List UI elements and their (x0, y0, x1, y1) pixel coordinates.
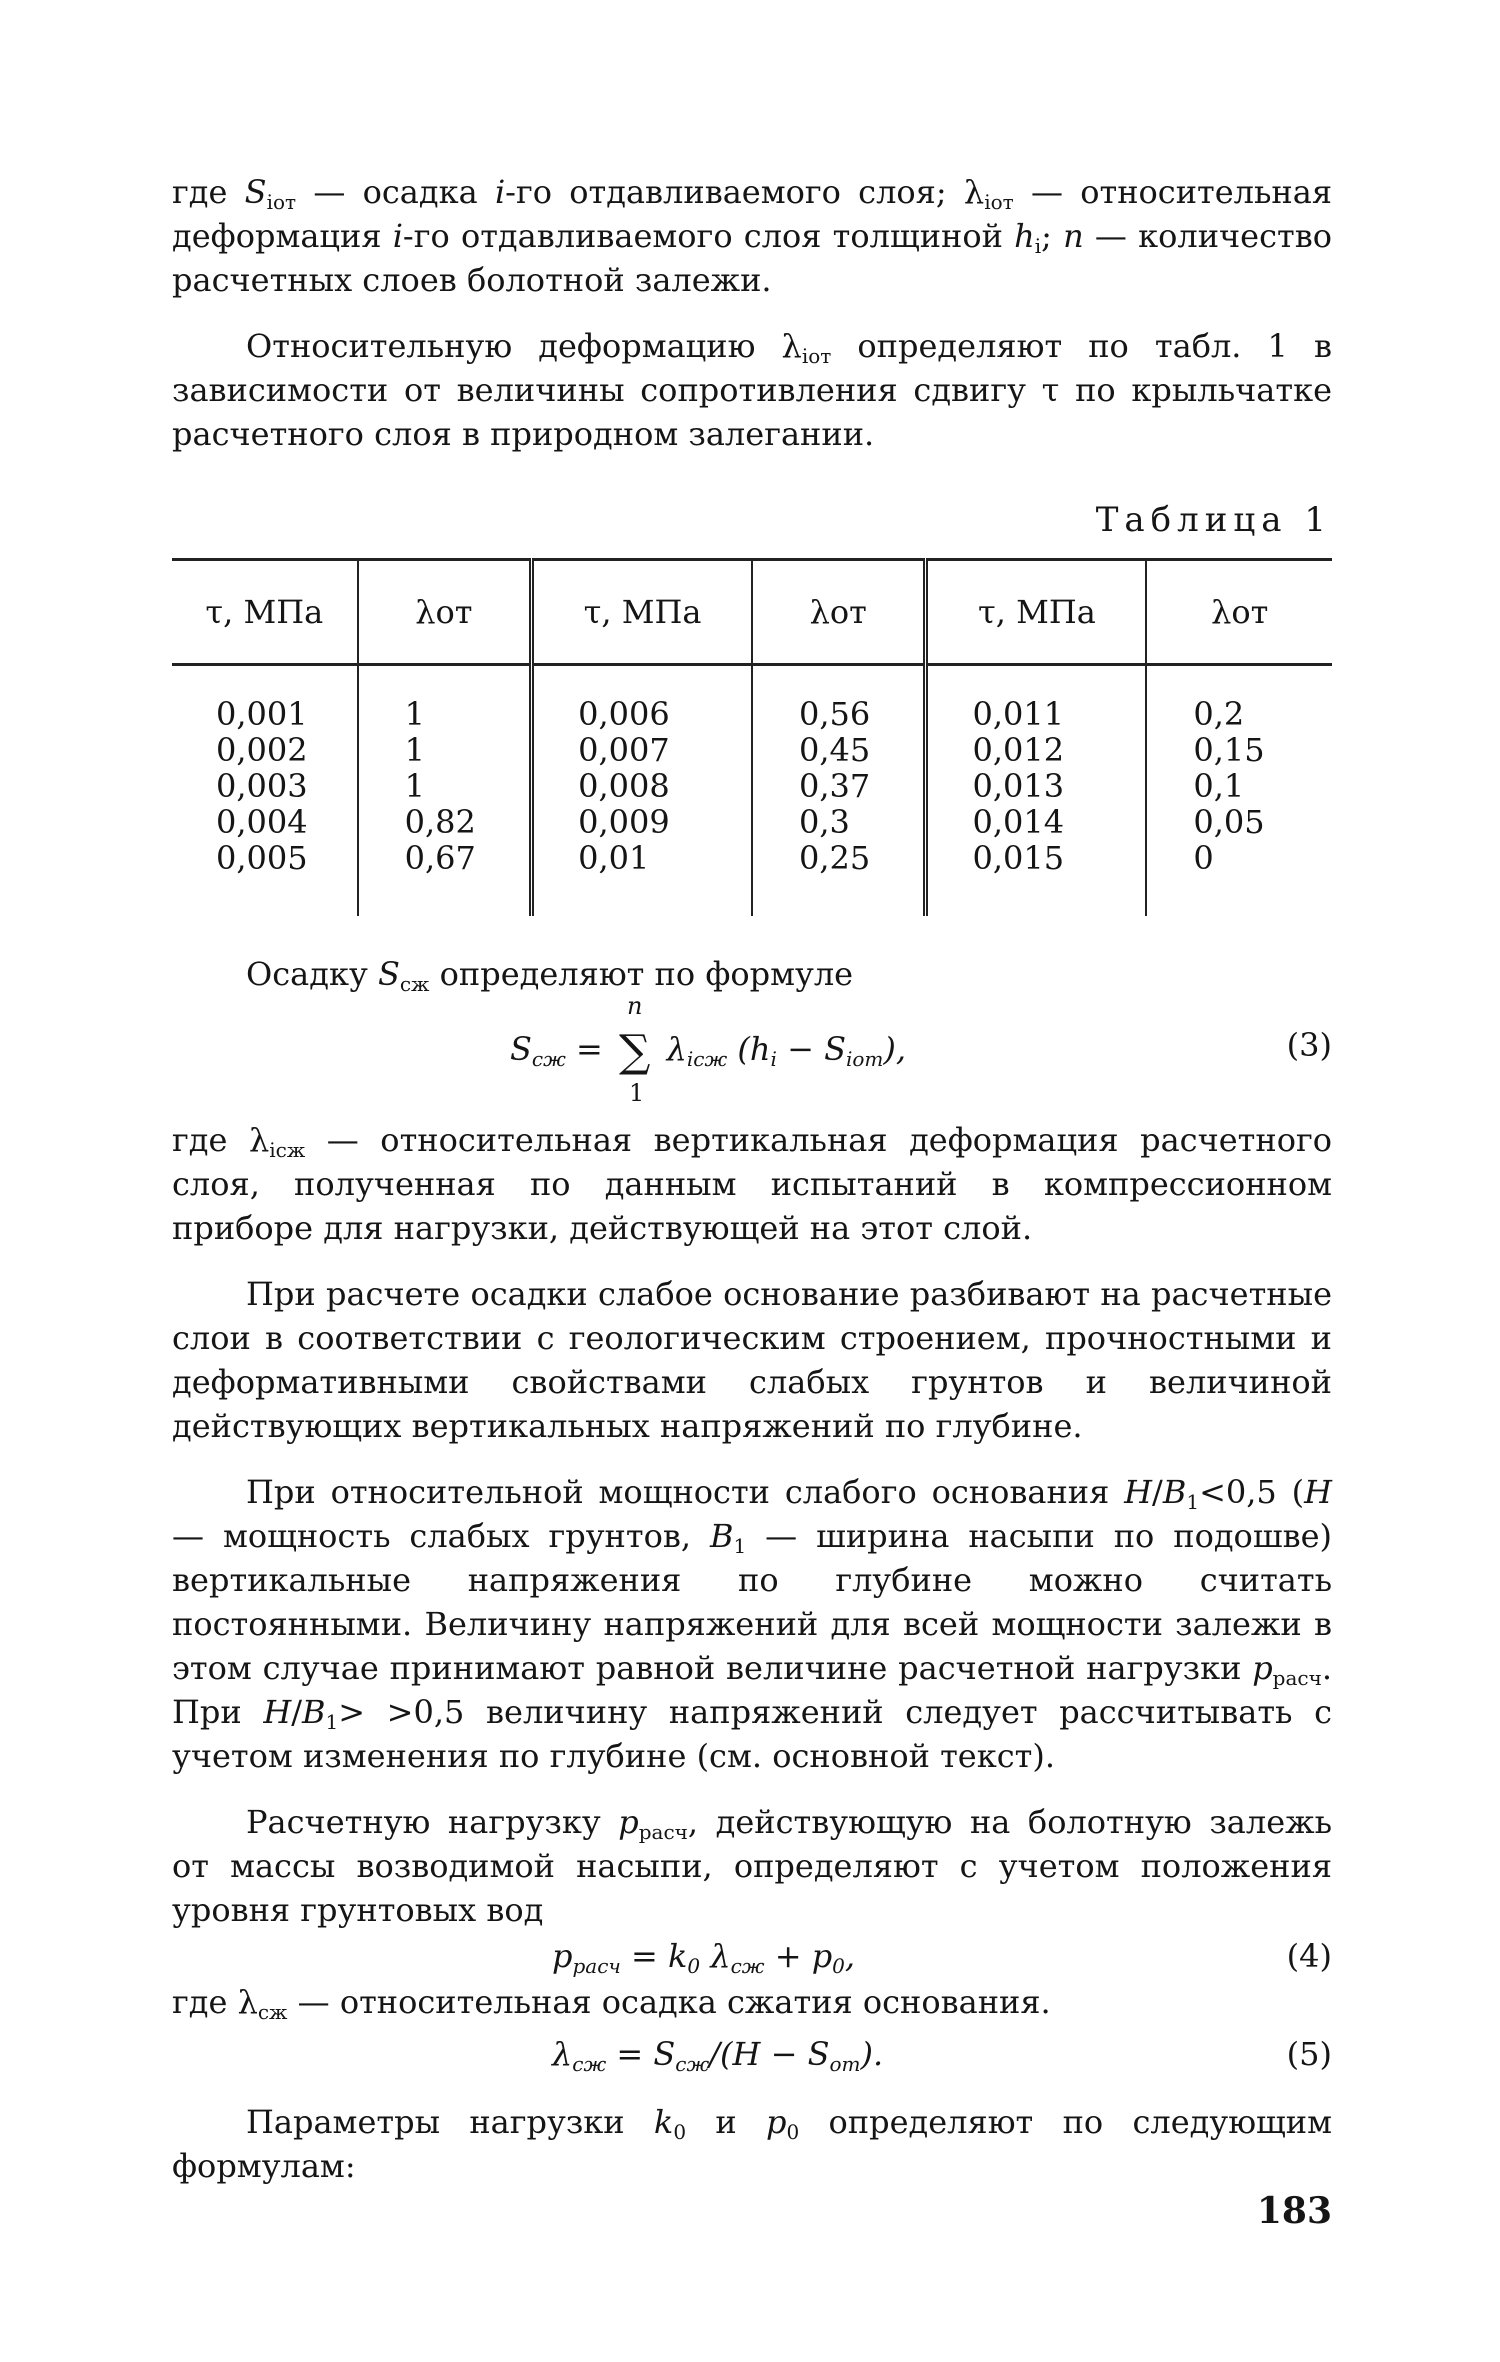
paragraph-7: Расчетную нагрузку $p_{расч}$, действующую на болотную залежь от массы возводимой насыпи, определяют с учетом положения уровня грунтовых вод (172, 1803, 1333, 1929)
paragraph-1: где $S_{iот}$ — осадка i-го отдавливаемого слоя; $\lambda_{iот}$ — относительная деформация i-го отдавливаемого слоя толщиной $h_i$; n — количество расчетных слоев болотной залежи. (172, 173, 1333, 299)
table-header-cell: τ, МПа (172, 560, 358, 665)
paragraph-2: Относительную деформацию $\lambda_{iот}$ определяют по табл. 1 в зависимости от величины сопротивления сдвигу τ по крыльчатке расчетного слоя в природном залегании. (172, 327, 1333, 453)
formula-3-number: (3) (1286, 1026, 1332, 1064)
formula-5 (172, 2030, 1332, 2078)
table-header-cell: τ, МПа (926, 560, 1146, 665)
table-header-cell: τ, МПа (532, 560, 752, 665)
formula-3-expression: $S_{сж}$ = ∑ n 1 $\lambda_{iсж}$ $(h_i - S_{iот})$, (510, 992, 907, 1107)
table-cell: 0,001 0,002 0,003 0,004 0,005 (216, 695, 308, 877)
paragraph-8: где $\lambda_{сж}$ — относительная осадка сжатия основания. (172, 1983, 1051, 2024)
table-cell: 1 1 1 0,82 0,67 (358, 665, 532, 917)
data-table (172, 558, 1332, 916)
page-content (172, 170, 1332, 2188)
table-body-row (172, 665, 1332, 917)
table-header-cell: λот (752, 560, 926, 665)
page-number: 183 (1256, 2190, 1332, 2232)
table-cell: 0,2 0,15 0,1 0,05 0 (1146, 665, 1332, 917)
formula-5-number: (5) (1286, 2035, 1332, 2073)
table-caption: Таблица 1 (1095, 500, 1332, 540)
table-cell: 0,006 0,007 0,008 0,009 0,01 (532, 665, 752, 917)
paragraph-6: При относительной мощности слабого основания $H/B_1<0,5$ (H — мощность слабых грунтов, $B_1$ — ширина насыпи по подошве) вертикальные напряжения по глубине можно считать постоянными. Величину напряжений для всей мощности залежи в этом случае принимают равной величине расчетной нагрузки $p_{расч}$. При $H/B_1> >0,5$ величину напряжений следует рассчитывать с учетом изменения по глубине (см. основной текст). (172, 1473, 1333, 1775)
formula-4-number: (4) (1286, 1937, 1332, 1975)
table-header-row (172, 560, 1332, 665)
formula-4 (172, 1932, 1332, 1980)
formula-4-expression: $p_{расч} = k_0$ $\lambda_{сж} + p_0$, (552, 1937, 856, 1978)
table-cell: 0,56 0,45 0,37 0,3 0,25 (752, 665, 926, 917)
paragraph-3: Осадку $S_{сж}$ определяют по формуле (246, 955, 854, 996)
table-header-cell: λот (1146, 560, 1332, 665)
paragraph-4: где $\lambda_{iсж}$ — относительная вертикальная деформация расчетного слоя, полученная по данным испытаний в компрессионном приборе для нагрузки, действующей на этот слой. (172, 1121, 1333, 1247)
table-header-cell: λот (358, 560, 532, 665)
sigma-symbol: ∑ n 1 (619, 992, 651, 1107)
table-cell: 0,011 0,012 0,013 0,014 0,015 (926, 665, 1146, 917)
paragraph-5: При расчете осадки слабое основание разбивают на расчетные слои в соответствии с геологическим строением, прочностными и деформативными свойствами слабых грунтов и величиной действующих вертикальных напряжений по глубине. (172, 1275, 1332, 1445)
paragraph-9: Параметры нагрузки $k_0$ и $p_0$ определяют по следующим формулам: (172, 2103, 1333, 2185)
formula-5-expression: $\lambda_{сж} = S_{сж}/(H - S_{от})$. (552, 2035, 884, 2076)
formula-3 (172, 992, 1332, 1107)
